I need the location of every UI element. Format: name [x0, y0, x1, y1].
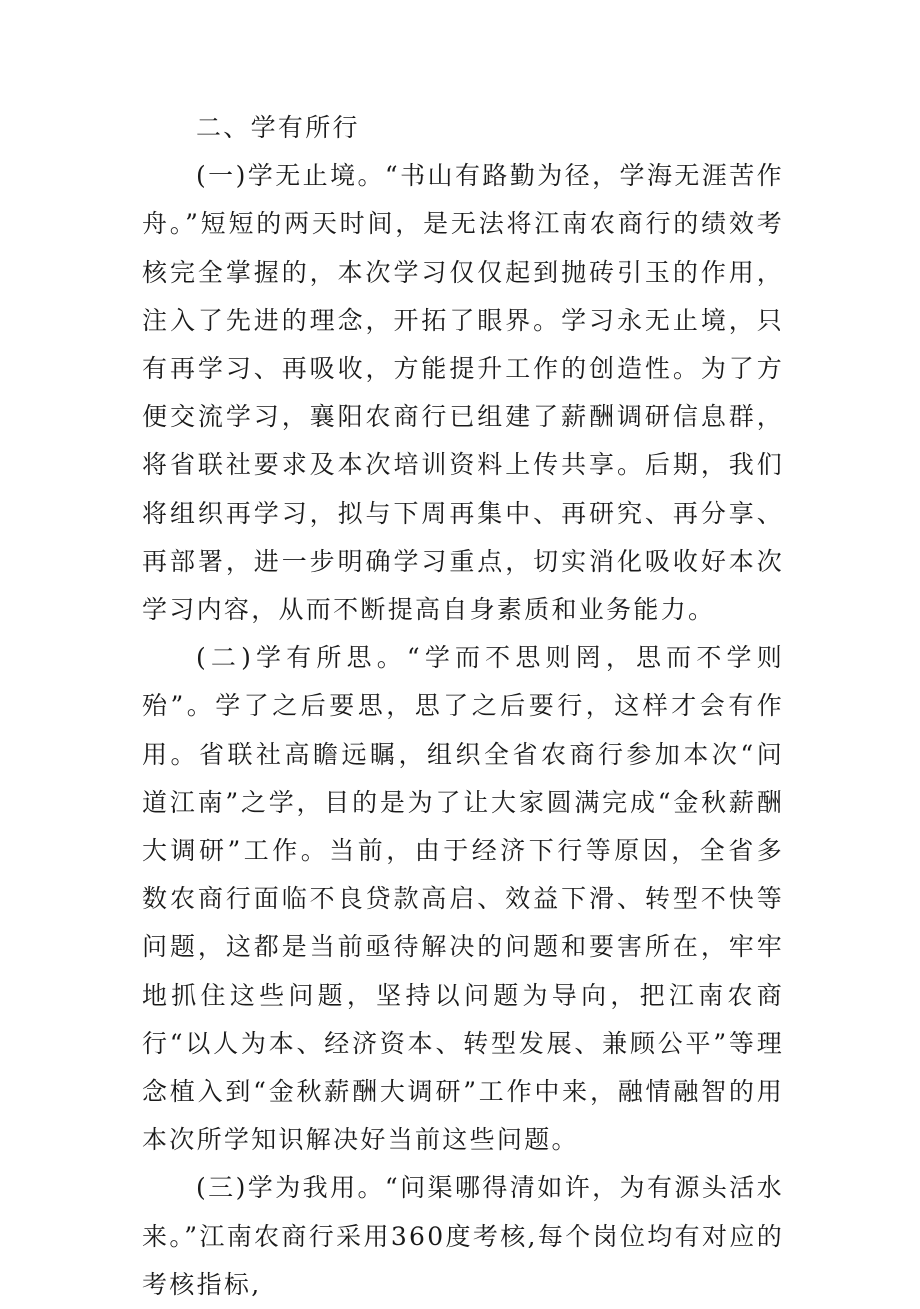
paragraph-study-apply: (三)学为我用。“问渠哪得清如许，为有源头活水来。”江南农商行采用360度考核,每个岗位均有对应的考核指标, [142, 1173, 784, 1299]
paragraph-study-reflect: (二)学有所思。“学而不思则罔，思而不学则殆”。学了之后要思，思了之后要行，这样才会有作用。省联社高瞻远瞩，组织全省农商行参加本次“问道江南”之学，目的是为了让大家圆满完成“金秋薪酬大调研”工作。当前，由于经济下行等原因，全省多数农商行面临不良贷款高启、效益下滑、转型不快等问题，这都是当前亟待解决的问题和要害所在，牢牢地抓住这些问题，坚持以问题为导向，把江南农商行“以人为本、经济资本、转型发展、兼顾公平”等理念植入到“金秋薪酬大调研”工作中来，融情融智的用本次所学知识解决好当前这些问题。 [142, 643, 784, 1155]
section-heading: 二、学有所行 [196, 113, 360, 142]
document-body [142, 104, 784, 1309]
paragraph-study-endless: (一)学无止境。“书山有路勤为径，学海无涯苦作舟。”短短的两天时间，是无法将江南农商行的绩效考核完全掌握的，本次学习仅仅起到抛砖引玉的作用，注入了先进的理念，开拓了眼界。学习永无止境，只有再学习、再吸收，方能提升工作的创造性。为了方便交流学习，襄阳农商行已组建了薪酬调研信息群，将省联社要求及本次培训资料上传共享。后期，我们将组织再学习，拟与下周再集中、再研究、再分享、再部署，进一步明确学习重点，切实消化吸收好本次学习内容，从而不断提高自身素质和业务能力。 [142, 161, 784, 625]
